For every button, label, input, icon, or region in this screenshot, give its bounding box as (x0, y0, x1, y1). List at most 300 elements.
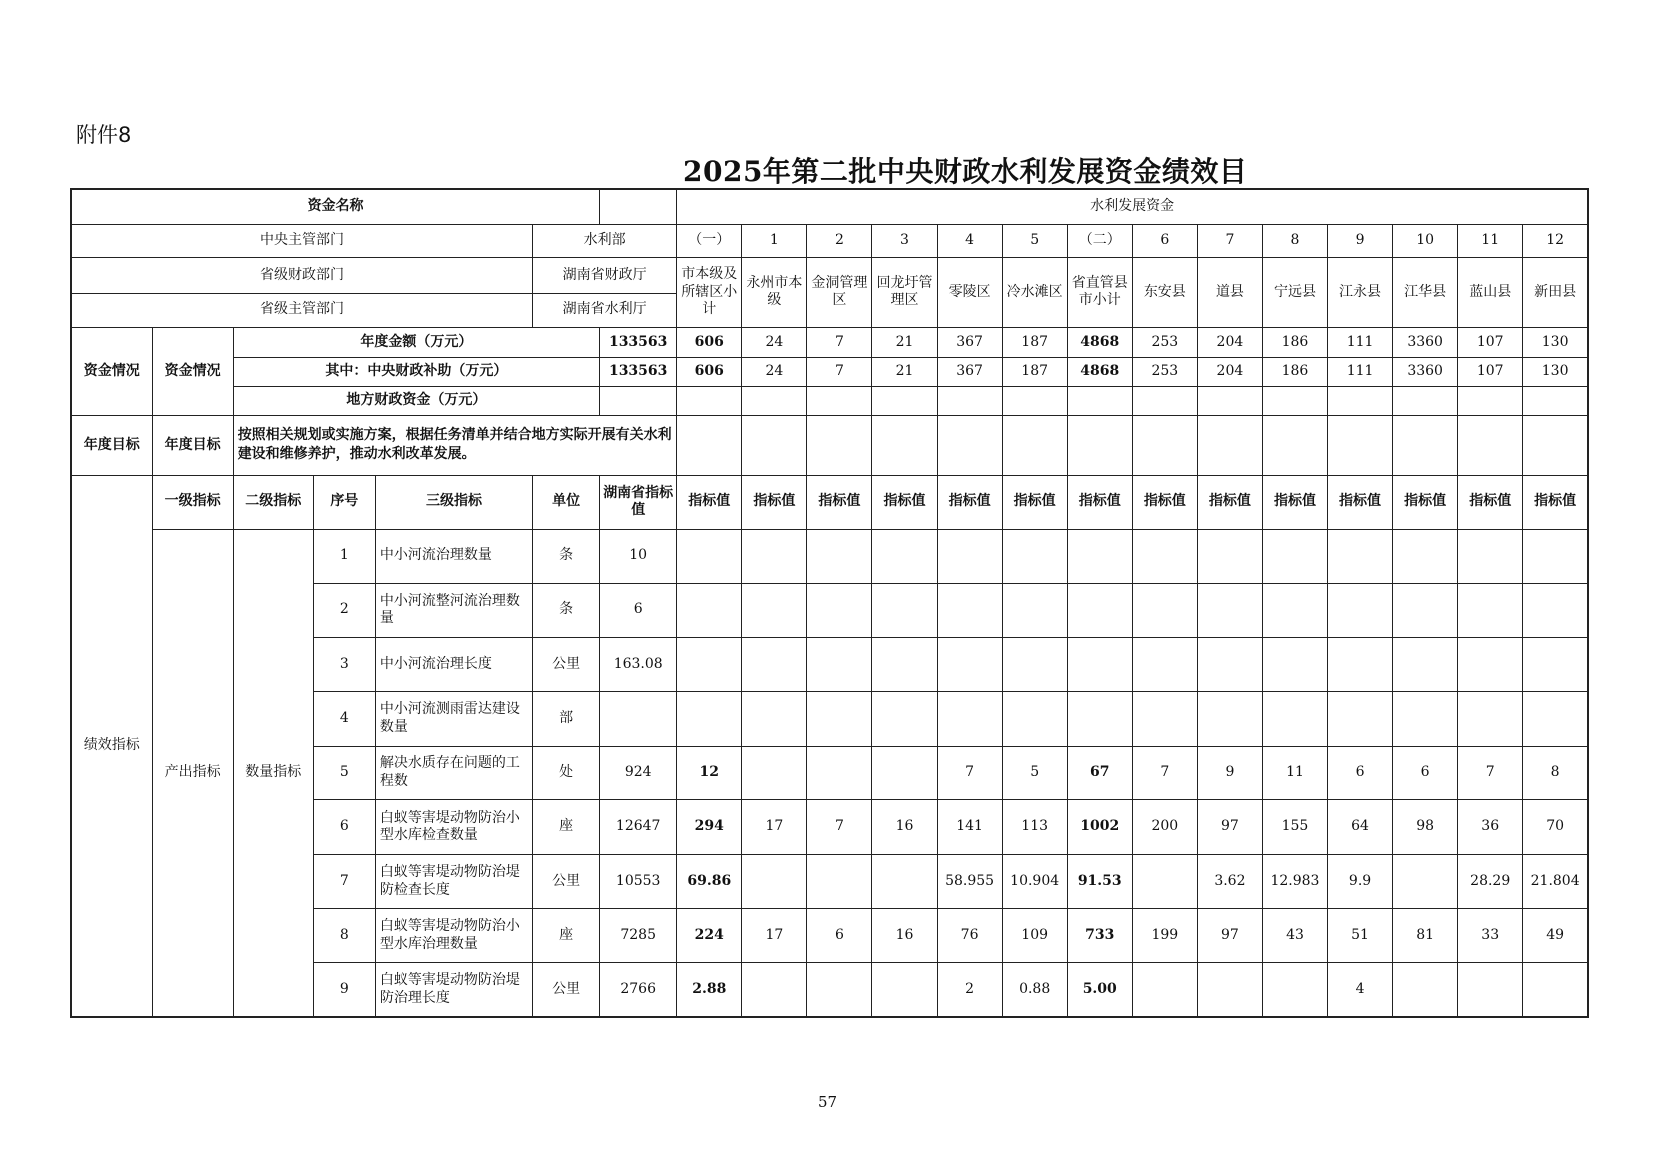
table-body (71, 189, 1588, 1017)
central-subsidy-value: 24 (742, 357, 807, 386)
column-name: 东安县 (1132, 258, 1197, 328)
column-name: 省直管县市小计 (1067, 258, 1132, 328)
goal-blank (677, 416, 742, 475)
province-value-header: 湖南省指标值 (600, 475, 677, 529)
fund-name-row (71, 189, 1588, 224)
indicator-unit: 公里 (533, 963, 600, 1017)
goal-blank (1458, 416, 1523, 475)
indicator-value (872, 529, 937, 583)
indicator-unit: 座 (533, 799, 600, 854)
indicator-value: 224 (677, 909, 742, 963)
indicator-value: 12 (677, 746, 742, 799)
indicator-row (71, 529, 1588, 583)
goal-blank (937, 416, 1002, 475)
column-number: 6 (1132, 224, 1197, 257)
central-dept-value: 水利部 (533, 224, 677, 257)
column-number: 12 (1523, 224, 1588, 257)
indicator-value (807, 583, 872, 637)
indicator-value: 141 (937, 799, 1002, 854)
indicator-value (1067, 691, 1132, 746)
indicator-value (1067, 637, 1132, 691)
indicator-value (677, 637, 742, 691)
page-number: 57 (818, 1093, 838, 1111)
indicator-value (1262, 963, 1327, 1017)
indicator-value (1393, 963, 1458, 1017)
annual-amount-value: 130 (1523, 327, 1588, 357)
indicator-province-value (600, 691, 677, 746)
goal-blank (1132, 416, 1197, 475)
indicator-value: 51 (1328, 909, 1393, 963)
indicator-value: 7 (937, 746, 1002, 799)
goal-blank (1328, 416, 1393, 475)
local-funds-value (1002, 387, 1067, 416)
indicator-value: 155 (1262, 799, 1327, 854)
indicator-value (807, 855, 872, 909)
indicator-value (1328, 691, 1393, 746)
indicator-value: 294 (677, 799, 742, 854)
indicator-value: 3.62 (1197, 855, 1262, 909)
indicator-value (872, 855, 937, 909)
indicator-province-value: 924 (600, 746, 677, 799)
indicator-value-header: 指标值 (1523, 475, 1588, 529)
goal-blank (1067, 416, 1132, 475)
fund-name-value: 水利发展资金 (677, 189, 1588, 224)
indicator-unit: 处 (533, 746, 600, 799)
local-funds-value (1328, 387, 1393, 416)
indicator-value (1197, 691, 1262, 746)
indicator-value-header: 指标值 (937, 475, 1002, 529)
provincial-dept-value: 湖南省水利厅 (533, 293, 677, 327)
central-subsidy-value: 367 (937, 357, 1002, 386)
indicator-value: 10.904 (1002, 855, 1067, 909)
annual-goal-row (71, 416, 1588, 475)
indicator-value (1002, 529, 1067, 583)
indicator-value: 16 (872, 909, 937, 963)
indicator-value: 64 (1328, 799, 1393, 854)
indicator-province-value: 7285 (600, 909, 677, 963)
indicator-value (742, 855, 807, 909)
indicator-value-header: 指标值 (807, 475, 872, 529)
indicator-value (872, 637, 937, 691)
indicator-province-value: 12647 (600, 799, 677, 854)
goal-blank (742, 416, 807, 475)
indicator-value: 33 (1458, 909, 1523, 963)
annual-amount-total: 133563 (600, 327, 677, 357)
indicator-value: 6 (807, 909, 872, 963)
indicator-value (1067, 583, 1132, 637)
indicator-name: 白蚁等害堤动物防治堤防治理长度 (375, 963, 532, 1017)
local-funds-value (872, 387, 937, 416)
indicator-value (742, 583, 807, 637)
indicator-value: 98 (1393, 799, 1458, 854)
indicator-value (1458, 637, 1523, 691)
column-name: 冷水滩区 (1002, 258, 1067, 328)
indicator-value-header: 指标值 (1067, 475, 1132, 529)
goal-blank (872, 416, 937, 475)
indicator-province-value: 10 (600, 529, 677, 583)
indicator-value: 49 (1523, 909, 1588, 963)
annual-amount-value: 187 (1002, 327, 1067, 357)
indicator-value (1132, 855, 1197, 909)
indicator-unit: 公里 (533, 855, 600, 909)
column-number: 9 (1328, 224, 1393, 257)
annual-amount-value: 107 (1458, 327, 1523, 357)
indicator-value (1328, 637, 1393, 691)
local-funds-value (1197, 387, 1262, 416)
column-name: 金洞管理区 (807, 258, 872, 328)
column-number: 10 (1393, 224, 1458, 257)
indicator-value-header: 指标值 (677, 475, 742, 529)
indicator-value: 199 (1132, 909, 1197, 963)
central-dept-row (71, 224, 1588, 257)
indicator-value (742, 746, 807, 799)
indicator-value (807, 746, 872, 799)
annual-amount-value: 186 (1262, 327, 1327, 357)
local-funds-value (1523, 387, 1588, 416)
indicator-value (937, 529, 1002, 583)
indicator-value: 97 (1197, 799, 1262, 854)
indicator-value: 7 (1132, 746, 1197, 799)
indicator-seq: 1 (313, 529, 375, 583)
indicator-value-header: 指标值 (1458, 475, 1523, 529)
indicator-value (872, 691, 937, 746)
funding-group-label: 资金情况 (71, 327, 152, 415)
indicator-value (1002, 583, 1067, 637)
annual-amount-value: 24 (742, 327, 807, 357)
indicator-value-header: 指标值 (1262, 475, 1327, 529)
goal-blank (1002, 416, 1067, 475)
goal-blank (1523, 416, 1588, 475)
indicator-province-value: 6 (600, 583, 677, 637)
level1-header: 一级指标 (152, 475, 233, 529)
indicator-value: 9.9 (1328, 855, 1393, 909)
indicator-value: 109 (1002, 909, 1067, 963)
local-funds-value (1132, 387, 1197, 416)
indicator-value: 8 (1523, 746, 1588, 799)
indicator-value: 17 (742, 799, 807, 854)
indicator-value: 6 (1393, 746, 1458, 799)
goal-blank (1197, 416, 1262, 475)
central-subsidy-value: 186 (1262, 357, 1327, 386)
indicator-value (872, 746, 937, 799)
indicator-value (807, 691, 872, 746)
indicator-value (742, 963, 807, 1017)
indicator-value (1132, 583, 1197, 637)
indicator-seq: 3 (313, 637, 375, 691)
provincial-finance-value: 湖南省财政厅 (533, 258, 677, 293)
annual-amount-label: 年度金额（万元） (233, 327, 599, 357)
annual-amount-value: 3360 (1393, 327, 1458, 357)
level2-value: 数量指标 (233, 529, 313, 1017)
indicator-value (807, 963, 872, 1017)
central-subsidy-value: 187 (1002, 357, 1067, 386)
level3-header: 三级指标 (375, 475, 532, 529)
local-funds-value (1458, 387, 1523, 416)
indicator-value (1393, 529, 1458, 583)
column-number: 2 (807, 224, 872, 257)
indicator-value: 58.955 (937, 855, 1002, 909)
indicator-value (677, 691, 742, 746)
indicator-value-header: 指标值 (1328, 475, 1393, 529)
indicator-value (1002, 691, 1067, 746)
column-name: 市本级及所辖区小计 (677, 258, 742, 328)
indicator-value (1262, 529, 1327, 583)
indicator-value: 9 (1197, 746, 1262, 799)
indicator-value (1132, 637, 1197, 691)
indicator-value (807, 529, 872, 583)
column-name: 回龙圩管理区 (872, 258, 937, 328)
central-subsidy-total: 133563 (600, 357, 677, 386)
indicator-name: 白蚁等害堤动物防治堤防检查长度 (375, 855, 532, 909)
indicator-value: 17 (742, 909, 807, 963)
indicator-value (1132, 691, 1197, 746)
indicator-value (937, 583, 1002, 637)
column-name: 新田县 (1523, 258, 1588, 328)
indicator-value: 200 (1132, 799, 1197, 854)
column-number: （二） (1067, 224, 1132, 257)
indicator-name: 解决水质存在问题的工程数 (375, 746, 532, 799)
central-subsidy-row (71, 357, 1588, 386)
indicator-province-value: 10553 (600, 855, 677, 909)
indicator-value: 70 (1523, 799, 1588, 854)
attachment-label: 附件8 (76, 123, 132, 147)
column-number: 7 (1197, 224, 1262, 257)
indicator-unit: 座 (533, 909, 600, 963)
indicator-value (742, 529, 807, 583)
indicator-value-header: 指标值 (1132, 475, 1197, 529)
central-subsidy-label: 其中：中央财政补助（万元） (233, 357, 599, 386)
indicator-value (1002, 637, 1067, 691)
indicator-value (1523, 583, 1588, 637)
indicator-value: 5 (1002, 746, 1067, 799)
column-number: 5 (1002, 224, 1067, 257)
indicator-value: 21.804 (1523, 855, 1588, 909)
indicator-value (1458, 583, 1523, 637)
indicator-value (1197, 583, 1262, 637)
blank-cell (600, 189, 677, 224)
local-funds-value (937, 387, 1002, 416)
indicator-value: 1002 (1067, 799, 1132, 854)
provincial-finance-row (71, 258, 1588, 293)
indicator-value (1393, 855, 1458, 909)
indicator-value: 0.88 (1002, 963, 1067, 1017)
local-funds-label: 地方财政资金（万元） (233, 387, 599, 416)
indicator-value: 7 (807, 799, 872, 854)
local-funds-row (71, 387, 1588, 416)
indicator-value: 2 (937, 963, 1002, 1017)
indicator-seq: 2 (313, 583, 375, 637)
indicator-value: 43 (1262, 909, 1327, 963)
goal-group-label: 年度目标 (71, 416, 152, 475)
local-funds-value (1262, 387, 1327, 416)
column-number: 3 (872, 224, 937, 257)
indicator-value: 81 (1393, 909, 1458, 963)
indicator-seq: 4 (313, 691, 375, 746)
indicator-name: 白蚁等害堤动物防治小型水库治理数量 (375, 909, 532, 963)
annual-amount-value: 4868 (1067, 327, 1132, 357)
indicator-value (872, 963, 937, 1017)
indicator-name: 中小河流测雨雷达建设数量 (375, 691, 532, 746)
indicator-unit: 条 (533, 529, 600, 583)
indicator-value: 11 (1262, 746, 1327, 799)
column-number: 4 (937, 224, 1002, 257)
local-funds-total (600, 387, 677, 416)
annual-amount-value: 367 (937, 327, 1002, 357)
indicator-value (1328, 583, 1393, 637)
indicators-group-label: 绩效指标 (71, 475, 152, 1017)
level2-header: 二级指标 (233, 475, 313, 529)
indicator-value: 28.29 (1458, 855, 1523, 909)
column-name: 江华县 (1393, 258, 1458, 328)
goal-blank (807, 416, 872, 475)
indicator-value (1523, 963, 1588, 1017)
provincial-dept-label: 省级主管部门 (71, 293, 533, 327)
central-subsidy-value: 107 (1458, 357, 1523, 386)
local-funds-value (1067, 387, 1132, 416)
indicator-value: 2.88 (677, 963, 742, 1017)
indicator-value: 5.00 (1067, 963, 1132, 1017)
annual-amount-value: 21 (872, 327, 937, 357)
central-subsidy-value: 21 (872, 357, 937, 386)
indicator-value (1132, 963, 1197, 1017)
indicator-value (1523, 691, 1588, 746)
indicator-value-header: 指标值 (872, 475, 937, 529)
indicator-value (1523, 637, 1588, 691)
indicator-unit: 公里 (533, 637, 600, 691)
indicator-value (677, 583, 742, 637)
provincial-finance-label: 省级财政部门 (71, 258, 533, 293)
goal-text: 按照相关规划或实施方案，根据任务清单并结合地方实际开展有关水利建设和维修养护，推动水利改革发展。 (233, 416, 677, 475)
indicator-value: 69.86 (677, 855, 742, 909)
level1-value: 产出指标 (152, 529, 233, 1017)
indicator-value: 91.53 (1067, 855, 1132, 909)
indicator-value (1262, 583, 1327, 637)
indicator-value (1458, 691, 1523, 746)
document-title: 2025年第二批中央财政水利发展资金绩效目 (683, 155, 1248, 188)
column-name: 道县 (1197, 258, 1262, 328)
indicator-value (1262, 691, 1327, 746)
indicator-value: 67 (1067, 746, 1132, 799)
unit-header: 单位 (533, 475, 600, 529)
fund-name-label: 资金名称 (71, 189, 600, 224)
central-subsidy-value: 606 (677, 357, 742, 386)
column-number: 8 (1262, 224, 1327, 257)
local-funds-value (807, 387, 872, 416)
indicator-province-value: 163.08 (600, 637, 677, 691)
column-name: 江永县 (1328, 258, 1393, 328)
indicator-seq: 7 (313, 855, 375, 909)
indicator-value (742, 691, 807, 746)
indicator-value (807, 637, 872, 691)
indicator-name: 中小河流治理数量 (375, 529, 532, 583)
goal-sub-label: 年度目标 (152, 416, 233, 475)
indicator-value: 7 (1458, 746, 1523, 799)
indicator-value (1262, 637, 1327, 691)
indicator-value-header: 指标值 (1393, 475, 1458, 529)
indicator-value (937, 637, 1002, 691)
indicator-name: 白蚁等害堤动物防治小型水库检查数量 (375, 799, 532, 854)
indicator-value (872, 583, 937, 637)
performance-target-table (70, 188, 1589, 1018)
annual-amount-value: 7 (807, 327, 872, 357)
indicator-value: 113 (1002, 799, 1067, 854)
annual-amount-value: 253 (1132, 327, 1197, 357)
annual-amount-value: 204 (1197, 327, 1262, 357)
indicator-value (1067, 529, 1132, 583)
seq-header: 序号 (313, 475, 375, 529)
indicator-value: 76 (937, 909, 1002, 963)
indicator-value (677, 529, 742, 583)
goal-blank (1262, 416, 1327, 475)
indicator-seq: 6 (313, 799, 375, 854)
indicator-unit: 部 (533, 691, 600, 746)
central-subsidy-value: 7 (807, 357, 872, 386)
central-subsidy-value: 4868 (1067, 357, 1132, 386)
indicator-unit: 条 (533, 583, 600, 637)
column-name: 永州市本级 (742, 258, 807, 328)
indicator-value: 97 (1197, 909, 1262, 963)
indicator-value: 6 (1328, 746, 1393, 799)
column-number: 11 (1458, 224, 1523, 257)
local-funds-value (677, 387, 742, 416)
central-subsidy-value: 111 (1328, 357, 1393, 386)
indicator-value (1393, 583, 1458, 637)
central-subsidy-value: 130 (1523, 357, 1588, 386)
column-name: 宁远县 (1262, 258, 1327, 328)
indicator-value-header: 指标值 (742, 475, 807, 529)
indicator-value: 16 (872, 799, 937, 854)
indicator-value: 36 (1458, 799, 1523, 854)
indicator-seq: 9 (313, 963, 375, 1017)
indicator-value-header: 指标值 (1002, 475, 1067, 529)
indicator-value (1458, 963, 1523, 1017)
indicator-value (937, 691, 1002, 746)
indicator-value: 733 (1067, 909, 1132, 963)
local-funds-value (742, 387, 807, 416)
indicator-seq: 8 (313, 909, 375, 963)
indicator-value (1132, 529, 1197, 583)
indicator-value: 12.983 (1262, 855, 1327, 909)
indicator-value (1458, 529, 1523, 583)
indicator-value (742, 637, 807, 691)
column-number: （一） (677, 224, 742, 257)
indicator-province-value: 2766 (600, 963, 677, 1017)
indicator-value (1197, 529, 1262, 583)
funding-sub-label: 资金情况 (152, 327, 233, 415)
indicator-seq: 5 (313, 746, 375, 799)
column-name: 零陵区 (937, 258, 1002, 328)
central-subsidy-value: 3360 (1393, 357, 1458, 386)
indicator-value (1328, 529, 1393, 583)
local-funds-value (1393, 387, 1458, 416)
indicator-header-row (71, 475, 1588, 529)
column-number: 1 (742, 224, 807, 257)
indicator-name: 中小河流整河流治理数量 (375, 583, 532, 637)
indicator-value-header: 指标值 (1197, 475, 1262, 529)
indicator-value (1197, 963, 1262, 1017)
annual-amount-row (71, 327, 1588, 357)
annual-amount-value: 606 (677, 327, 742, 357)
central-subsidy-value: 253 (1132, 357, 1197, 386)
annual-amount-value: 111 (1328, 327, 1393, 357)
central-subsidy-value: 204 (1197, 357, 1262, 386)
indicator-value (1197, 637, 1262, 691)
indicator-value (1393, 637, 1458, 691)
column-name: 蓝山县 (1458, 258, 1523, 328)
indicator-value (1523, 529, 1588, 583)
indicator-name: 中小河流治理长度 (375, 637, 532, 691)
central-dept-label: 中央主管部门 (71, 224, 533, 257)
